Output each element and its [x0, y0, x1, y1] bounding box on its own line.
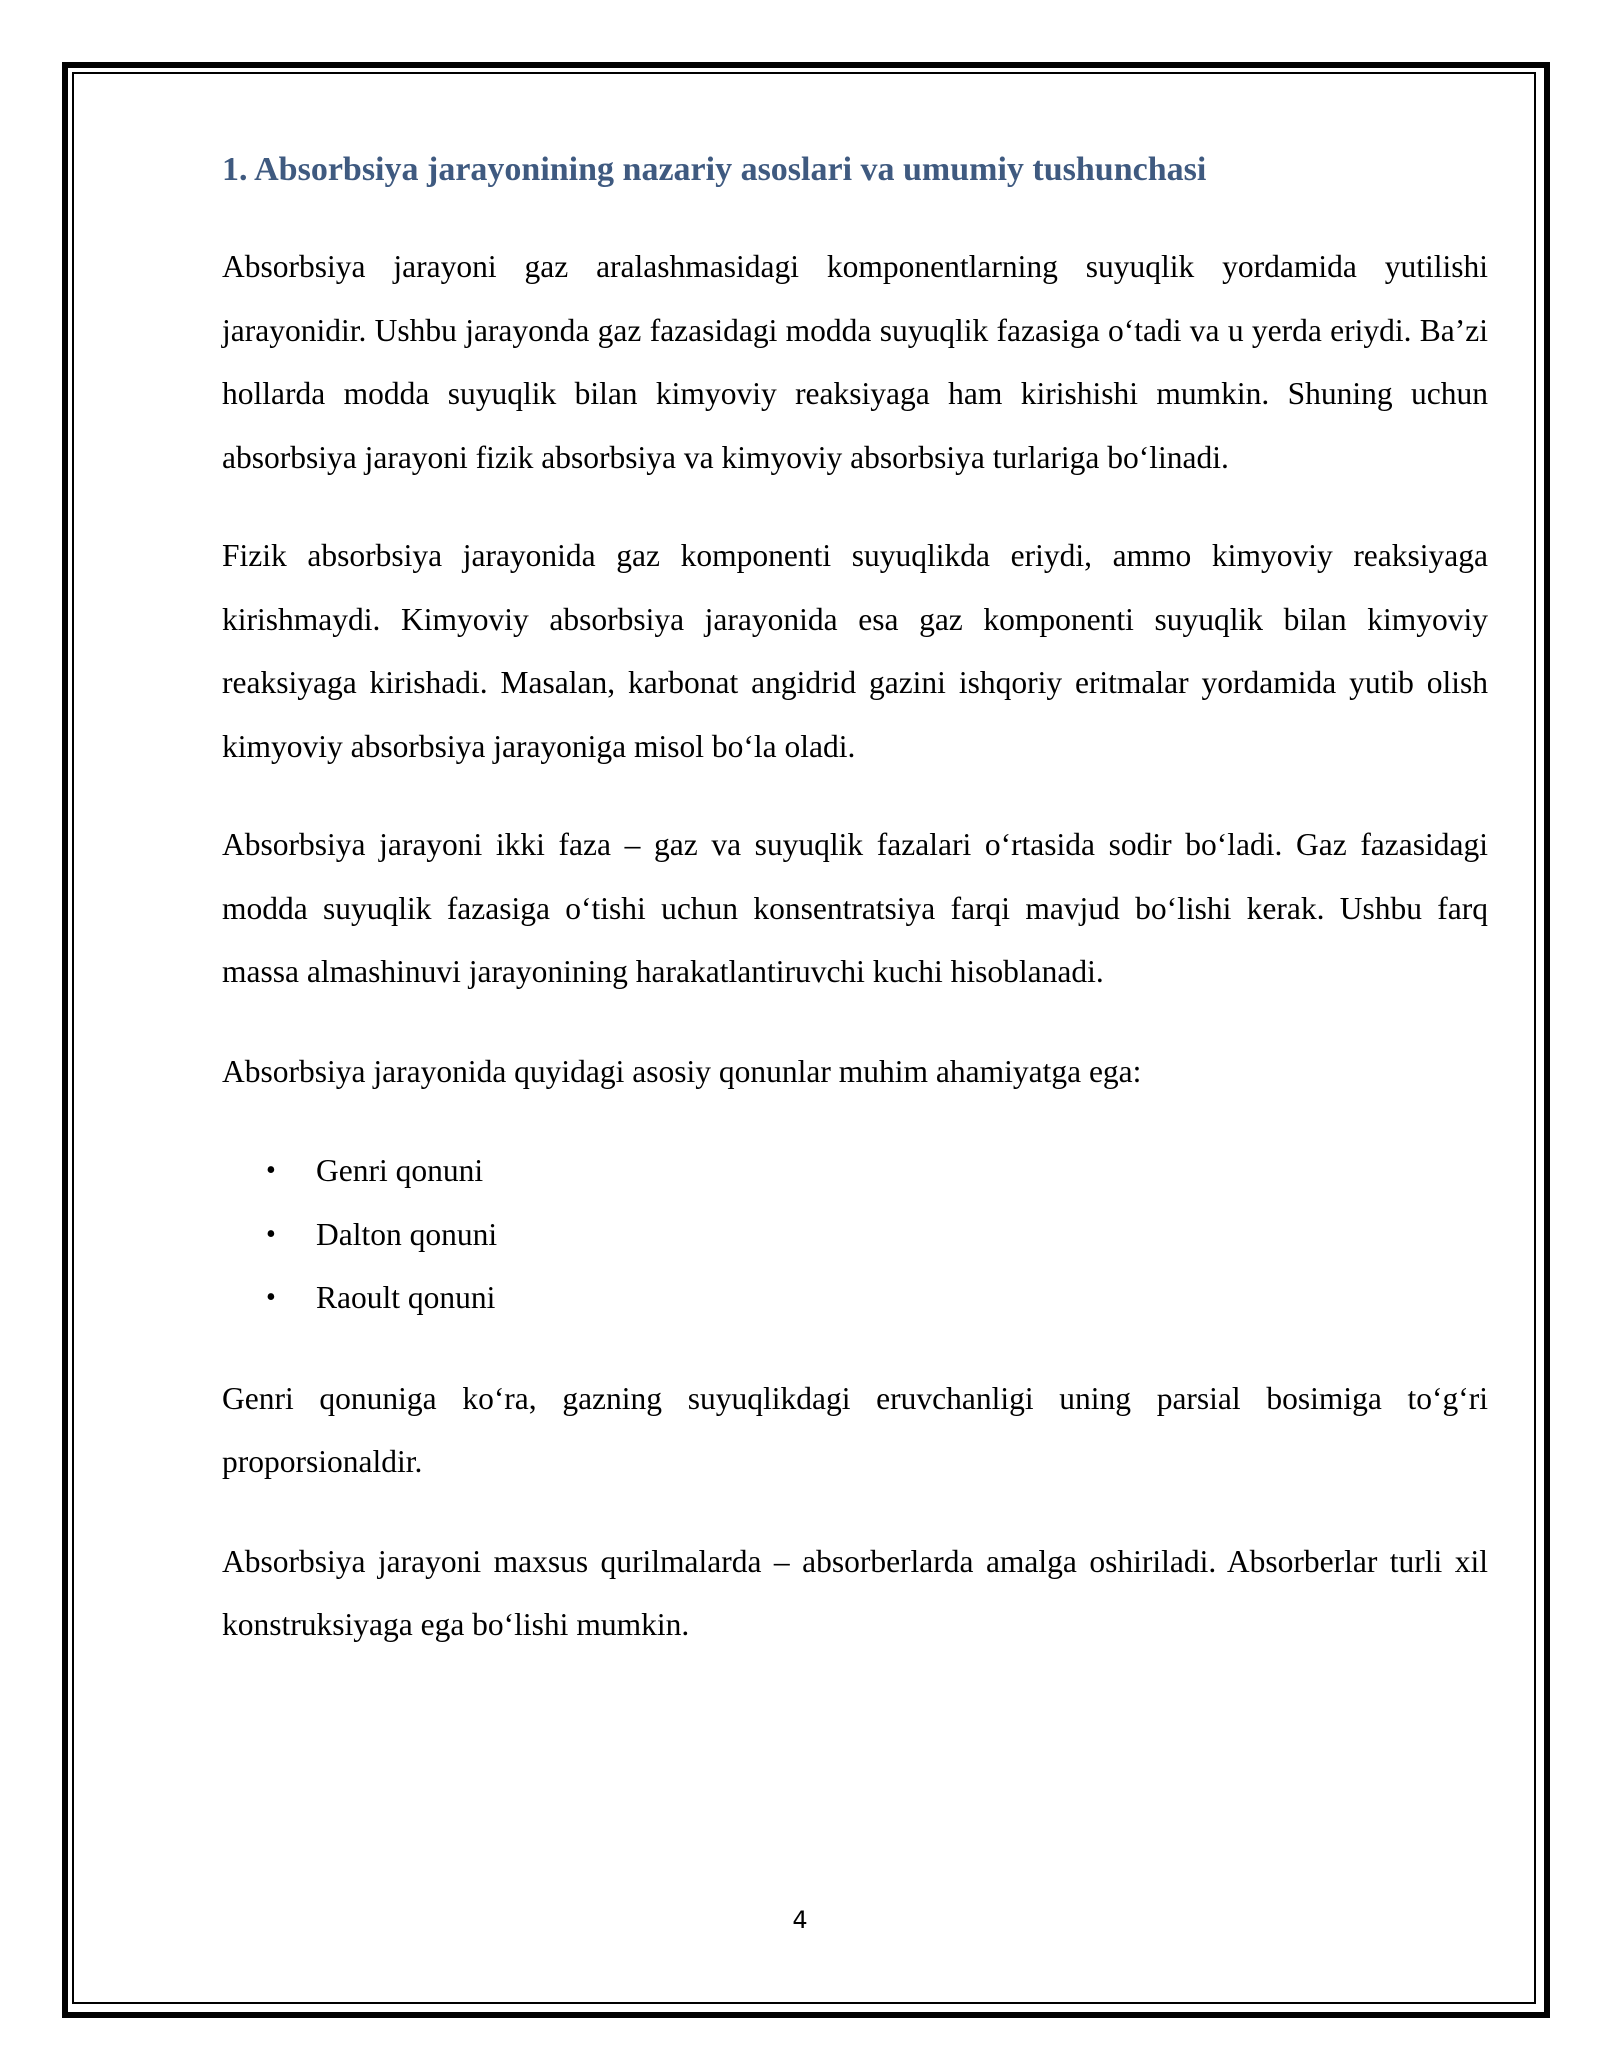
paragraph-4: Absorbsiya jarayonida quyidagi asosiy qonunlar muhim ahamiyatga ega:: [222, 1053, 1142, 1089]
list-item-label: Genri qonuni: [316, 1153, 484, 1188]
paragraph-2: Fizik absorbsiya jarayonida gaz komponenti suyuqlikda eriydi, ammo kimyoviy reaksiyaga kirishmaydi. Kimyoviy absorbsiya jarayonida esa gaz komponenti suyuqlik bilan kimyoviy reaksiyaga kirishadi. Masalan, karbonat angidrid gazini ishqoriy eritmalar yordamida yutib olish kimyoviy absorbsiya jarayoniga misol bo‘la oladi.: [222, 538, 1488, 764]
list-item: [222, 1139, 1488, 1203]
list-item: [222, 1203, 1488, 1267]
paragraph-3: Absorbsiya jarayoni ikki faza – gaz va suyuqlik fazalari o‘rtasida sodir bo‘ladi. Gaz fazasidagi modda suyuqlik fazasiga o‘tishi uchun konsentratsiya farqi mavjud bo‘lishi kerak. Ushbu farq massa almashinuvi jarayonining harakatlantiruvchi kuchi hisoblanadi.: [222, 827, 1488, 989]
laws-list: [222, 1139, 1488, 1330]
list-item: [222, 1266, 1488, 1330]
page-number: 4: [792, 1906, 808, 1934]
bullet-icon: •: [266, 1282, 276, 1313]
paragraph-5: Genri qonuniga ko‘ra, gazning suyuqlikdagi eruvchanligi uning parsial bosimiga to‘g‘ri proporsionaldir.: [222, 1380, 1488, 1479]
paragraph-6: Absorbsiya jarayoni maxsus qurilmalarda – absorberlarda amalga oshiriladi. Absorberlar turli xil konstruksiyaga ega bo‘lishi mumkin.: [222, 1543, 1488, 1642]
bullet-icon: •: [266, 1155, 276, 1186]
bullet-icon: •: [266, 1218, 276, 1250]
list-item-label: Raoult qonuni: [316, 1280, 496, 1315]
section-heading: 1. Absorbsiya jarayonining nazariy asoslari va umumiy tushunchasi: [222, 151, 1207, 188]
list-item-label: Dalton qonuni: [316, 1216, 498, 1252]
paragraph-1: Absorbsiya jarayoni gaz aralashmasidagi komponentlarning suyuqlik yordamida yutilishi jarayonidir. Ushbu jarayonda gaz fazasidagi modda suyuqlik fazasiga o‘tadi va u yerda eriydi. Ba’zi hollarda modda suyuqlik bilan kimyoviy reaksiyaga ham kirishishi mumkin. Shuning uchun absorbsiya jarayoni fizik absorbsiya va kimyoviy absorbsiya turlariga bo‘linadi.: [222, 249, 1488, 475]
document-body: [222, 138, 1488, 1657]
